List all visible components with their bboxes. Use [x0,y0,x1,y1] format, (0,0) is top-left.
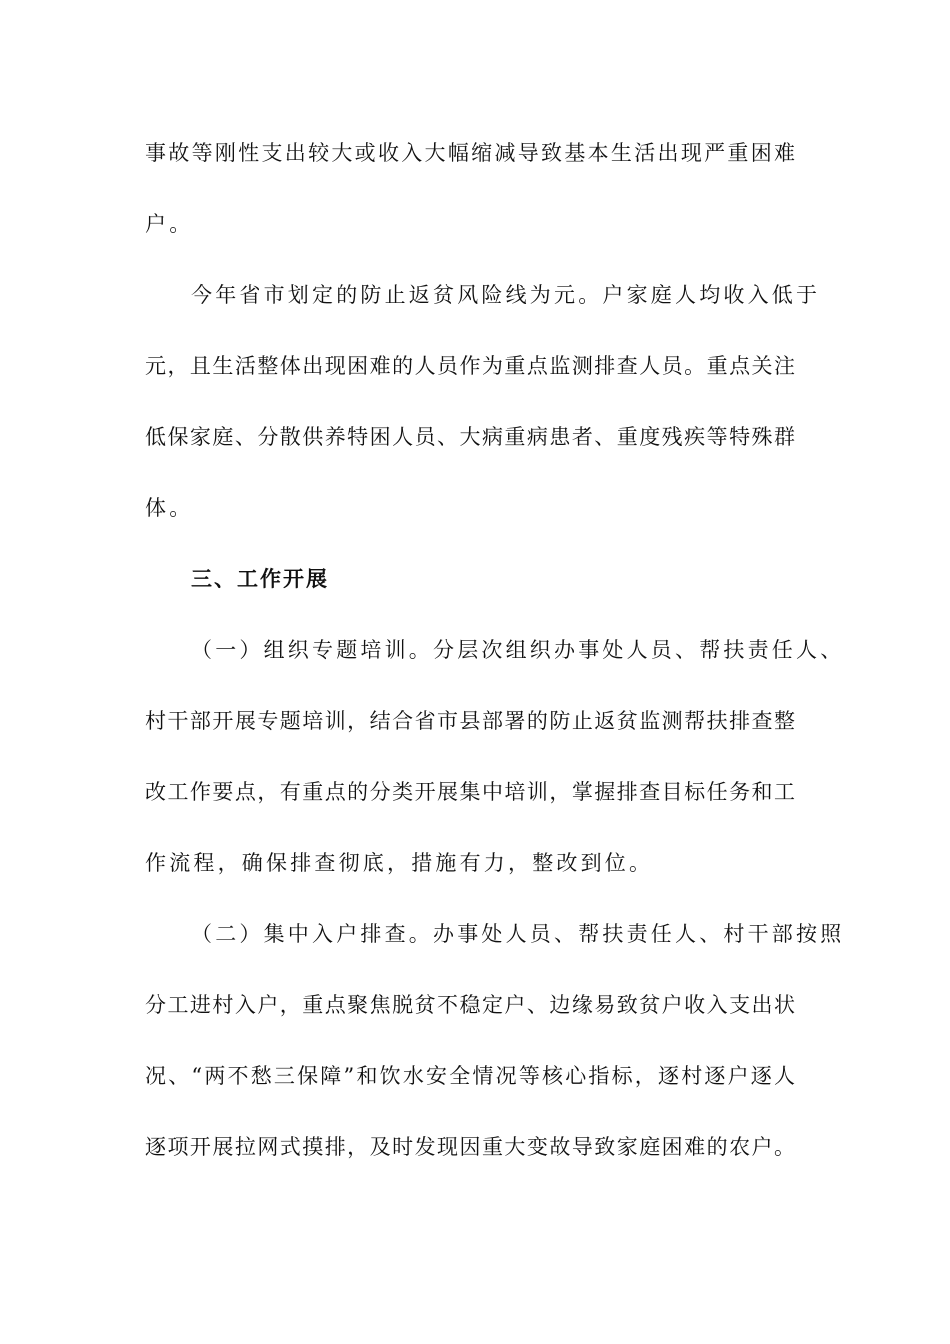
paragraph-line: 元，且生活整体出现困难的人员作为重点监测排查人员。重点关注 [145,354,795,378]
paragraph-line: 体。 [145,496,194,520]
paragraph-line: （一）组织专题培训。分层次组织办事处人员、帮扶责任人、 [191,638,845,662]
paragraph-line: （二）集中入户排查。办事处人员、帮扶责任人、村干部按照 [191,922,845,946]
document-body [145,132,845,1197]
paragraph-line: 改工作要点，有重点的分类开展集中培训，掌握排查目标任务和工 [145,780,795,804]
paragraph-line: 分工进村入户，重点聚焦脱贫不稳定户、边缘易致贫户收入支出状 [145,993,795,1017]
section-heading: 三、工作开展 [191,566,329,591]
paragraph-line: 户。 [145,212,194,236]
paragraph-line: 作流程，确保排查彻底，措施有力，整改到位。 [145,851,654,875]
paragraph-line: 今年省市划定的防止返贫风险线为元。户家庭人均收入低于 [191,283,821,307]
paragraph-line: 事故等刚性支出较大或收入大幅缩减导致基本生活出现严重困难 [145,141,795,165]
paragraph-line: 村干部开展专题培训，结合省市县部署的防止返贫监测帮扶排查整 [145,709,795,733]
paragraph-line: 逐项开展拉网式摸排，及时发现因重大变故导致家庭困难的农户。 [145,1135,795,1159]
paragraph-line: 况、“两不愁三保障”和饮水安全情况等核心指标，逐村逐户逐人 [145,1064,795,1088]
paragraph-line: 低保家庭、分散供养特困人员、大病重病患者、重度残疾等特殊群 [145,425,795,449]
